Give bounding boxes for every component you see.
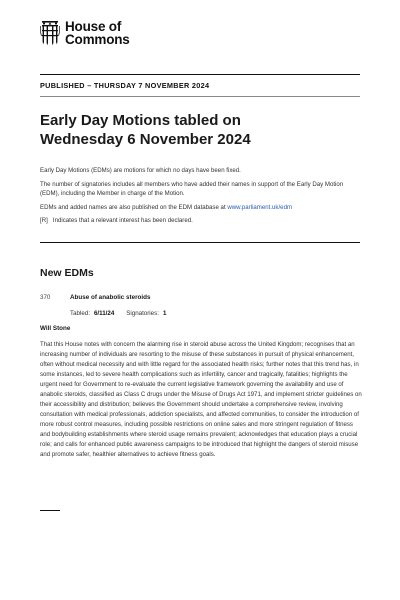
intro-paragraph-2: The number of signatories includes all members who have added their names in support of the Early Day Motion (EDM), including the Member in charge of the Motion. (40, 180, 344, 198)
logo-wordmark (65, 20, 130, 46)
intro-paragraph-3 (40, 203, 360, 213)
meta-spacer (114, 310, 126, 317)
edm-sponsor: Will Stone (40, 325, 71, 332)
edm-title: Abuse of anabolic steroids (70, 294, 151, 301)
title-line-1: Early Day Motions tabled on (40, 112, 241, 129)
edm-database-text: EDMs and added names are also published on the EDM database at (40, 203, 228, 211)
published-date: PUBLISHED – THURSDAY 7 NOVEMBER 2024 (40, 81, 210, 90)
portcullis-icon (40, 20, 60, 46)
intro-notes (40, 166, 360, 230)
edm-meta (70, 310, 166, 317)
edm-motion-text: That this House notes with concern the alarming rise in steroid abuse across the United Kingdom; recognises that an increasing number of individuals are resorting to the misuse of these substances in pursuit of physical enhancement, often without medical necessity and with little regard for the associated health risks; further notes that this trend has, in some instances, led to severe health complications such as infertility, cancer and tragically, fatalities; highlights the urgent need for Government to re-evaluate the current legislative framework governing the availability and use of anabolic steroids, classified as Class C drugs under the Misuse of Drugs Act 1971, and implement stricter guidelines on their accessibility and distribution; believes the Government should undertake a comprehensive review, involving consultation with medical professionals, addiction specialists, and affected communities, to consider the introduction of more robust control measures, including possible restrictions on online sales and more stringent regulation of fitness and bodybuilding establishments where steroid usage remains prevalent; acknowledges that education plays a crucial role; and calls for enhanced public awareness campaigns to be introduced that highlight the dangers of steroid misuse and promote safer, healthier alternatives to achieve fitness goals. (40, 341, 362, 458)
edm-number: 370 (40, 294, 51, 301)
section-divider (40, 242, 360, 243)
signatories-label: Signatories: (126, 310, 159, 317)
logo-line-1: House of (65, 19, 122, 34)
interest-marker: [R] (40, 217, 48, 225)
edm-database-link[interactable]: www.parliament.uk/edm (227, 203, 293, 211)
tabled-label: Tabled: (70, 310, 90, 317)
signatories-value: 1 (162, 310, 167, 317)
section-heading: New EDMs (40, 267, 94, 279)
published-divider (40, 96, 360, 97)
top-divider (40, 74, 360, 75)
interest-note: Indicates that a relevant interest has been declared. (52, 217, 193, 225)
title-line-2: Wednesday 6 November 2024 (40, 131, 251, 148)
tabled-value: 6/11/24 (93, 310, 115, 317)
intro-paragraph-1: Early Day Motions (EDMs) are motions for which no days have been fixed. (40, 167, 241, 174)
logo-line-2: Commons (65, 32, 130, 47)
house-of-commons-logo (40, 20, 130, 46)
end-marker (40, 510, 60, 511)
page-title (40, 111, 360, 149)
intro-paragraph-4 (40, 216, 360, 226)
